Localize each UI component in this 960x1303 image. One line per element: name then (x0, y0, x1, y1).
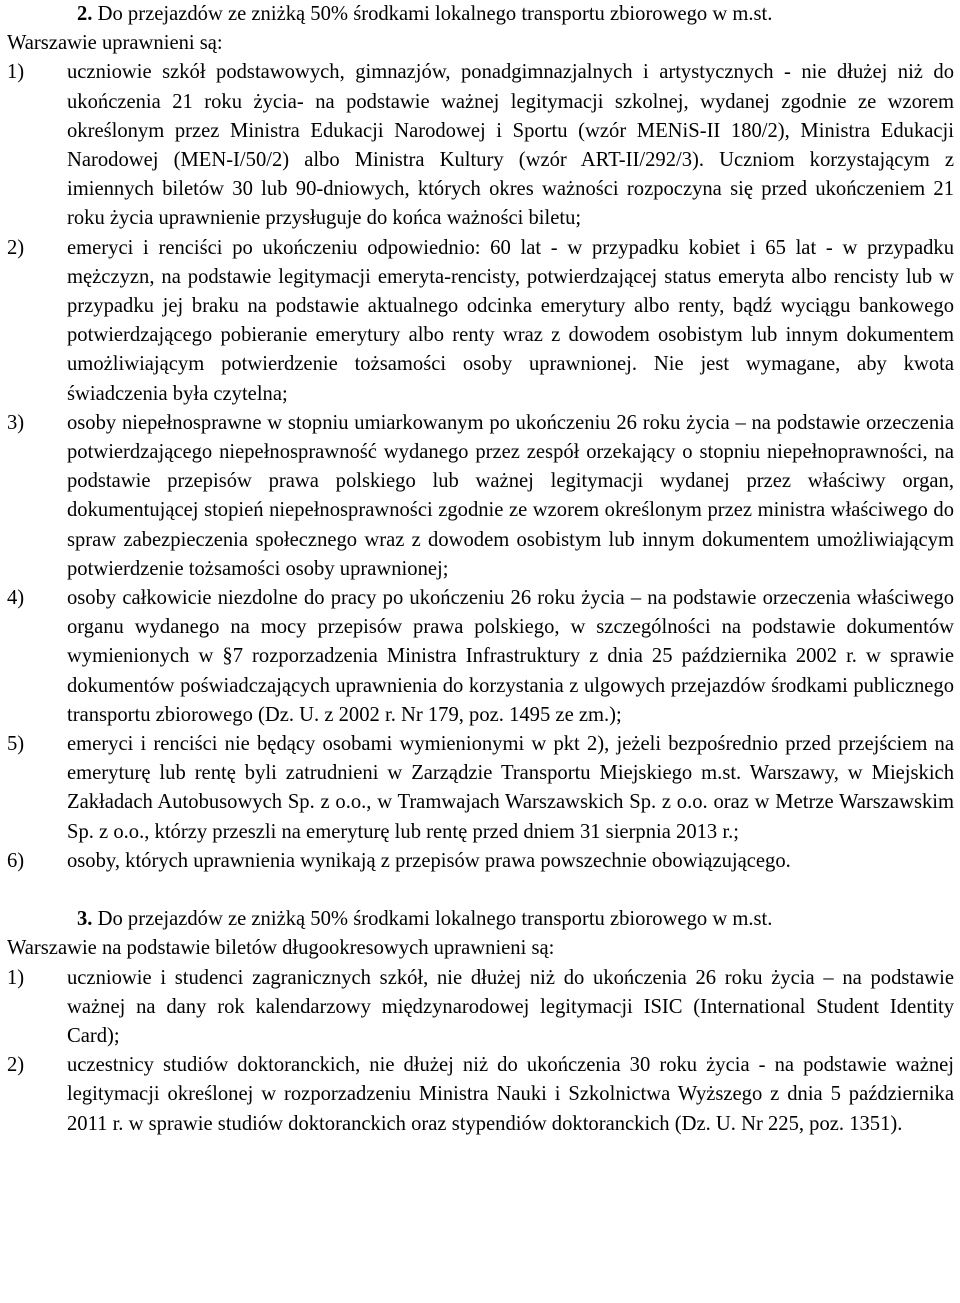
list-item-number: 2) (7, 236, 25, 259)
section-3 (7, 905, 954, 1139)
list-item-text: osoby, których uprawnienia wynikają z przepisów prawa powszechnie obowiązującego. (67, 849, 791, 872)
list-item-number: 1) (7, 966, 25, 989)
section-2-heading (7, 0, 954, 29)
section-3-heading-text: Do przejazdów ze zniżką 50% środkami lokalnego transportu zbiorowego w m.st. (97, 908, 773, 931)
list-item (7, 847, 954, 876)
section-2-list (7, 58, 954, 876)
list-item (7, 1051, 954, 1139)
list-item-number: 3) (7, 411, 25, 434)
list-item-number: 1) (7, 61, 25, 84)
section-spacer (7, 876, 954, 905)
list-item (7, 964, 954, 1052)
section-2-intro: Warszawie uprawnieni są: (7, 32, 223, 55)
list-item-number: 6) (7, 849, 25, 872)
list-item-text: uczestnicy studiów doktoranckich, nie dłużej niż do ukończenia 30 roku życia - na podstawie ważnej legitymacji określonej w rozporzadzeniu Ministra Nauki i Szkolnictwa Wyższego z dnia 5 października 2011 r. w sprawie studiów doktoranckich oraz stypendiów doktoranckich (Dz. U. Nr 225, poz. 1351). (67, 1054, 954, 1135)
section-3-number: 3. (77, 908, 93, 931)
section-2 (7, 0, 954, 876)
list-item-text: osoby niepełnosprawne w stopniu umiarkowanym po ukończeniu 26 roku życia – na podstawie orzeczenia potwierdzającego niepełnosprawność wydanego przez zespół orzekający o stopniu niepełnoprawności, na podstawie przepisów prawa polskiego lub ważnej legitymacji wydanej przez właściwy organ, dokumentującej stopień niepełnosprawności zgodnie ze wzorem określonym przez ministra właściwego do spraw zabezpieczenia społecznego wraz z dowodem osobistym lub innym dokumentem umożliwiającym potwierdzenie tożsamości osoby uprawnionej; (67, 411, 954, 580)
section-2-number: 2. (77, 3, 93, 25)
list-item-text: emeryci i renciści po ukończeniu odpowiednio: 60 lat - w przypadku kobiet i 65 lat - w przypadku mężczyzn, na podstawie legitymacji emeryta-rencisty, potwierdzającej status emeryta albo rencisty lub w przypadku jej braku na podstawie aktualnego odcinka emerytury albo renty, bądź wyciągu bankowego potwierdzającego pobieranie emerytury albo renty wraz z dowodem osobistym lub innym dokumentem umożliwiającym potwierdzenie tożsamości osoby uprawnionej. Nie jest wymagane, aby kwota świadczenia była czytelna; (67, 236, 954, 405)
list-item (7, 58, 954, 233)
list-item (7, 234, 954, 409)
list-item-number: 2) (7, 1054, 25, 1077)
list-item (7, 730, 954, 847)
section-3-heading (7, 905, 954, 934)
section-3-intro: Warszawie na podstawie biletów długookresowych uprawnieni są: (7, 937, 555, 960)
list-item (7, 584, 954, 730)
list-item-text: uczniowie szkół podstawowych, gimnazjów, ponadgimnazjalnych i artystycznych - nie dłużej niż do ukończenia 21 roku życia- na podstawie ważnej legitymacji szkolnej, wydanej zgodnie ze wzorem określonym przez Ministra Edukacji Narodowej i Sportu (wzór MENiS-II 180/2), Ministra Edukacji Narodowej (MEN-I/50/2) albo Ministra Kultury (wzór ART-II/292/3). Uczniom korzystającym z imiennych biletów 30 lub 90-dniowych, których okres ważności rozpoczyna się przed ukończeniem 21 roku życia uprawnienie przysługuje do końca ważności biletu; (67, 61, 954, 230)
section-3-list (7, 964, 954, 1139)
list-item (7, 409, 954, 584)
section-2-heading-text: Do przejazdów ze zniżką 50% środkami lokalnego transportu zbiorowego w m.st. (97, 3, 773, 25)
list-item-text: uczniowie i studenci zagranicznych szkół, nie dłużej niż do ukończenia 26 roku życia – na podstawie ważnej na dany rok kalendarzowy międzynarodowej legitymacji ISIC (International Student Identity Card); (67, 966, 954, 1047)
list-item-number: 5) (7, 733, 25, 756)
list-item-text: emeryci i renciści nie będący osobami wymienionymi w pkt 2), jeżeli bezpośrednio przed przejściem na emeryturę lub rentę byli zatrudnieni w Zarządzie Transportu Miejskiego m.st. Warszawy, w Miejskich Zakładach Autobusowych Sp. z o.o., w Tramwajach Warszawskich Sp. z o.o. oraz w Metrze Warszawskim Sp. z o.o., którzy przeszli na emeryturę lub rentę przed dniem 31 sierpnia 2013 r.; (67, 733, 954, 843)
list-item-number: 4) (7, 587, 25, 610)
list-item-text: osoby całkowicie niezdolne do pracy po ukończeniu 26 roku życia – na podstawie orzeczenia właściwego organu wydanego na mocy przepisów prawa polskiego, w szczególności na podstawie dokumentów wymienionych w §7 rozporzadzenia Ministra Infrastruktury z dnia 25 października 2002 r. w sprawie dokumentów poświadczających uprawnienia do korzystania z ulgowych przejazdów środkami publicznego transportu zbiorowego (Dz. U. z 2002 r. Nr 179, poz. 1495 ze zm.); (67, 587, 954, 726)
